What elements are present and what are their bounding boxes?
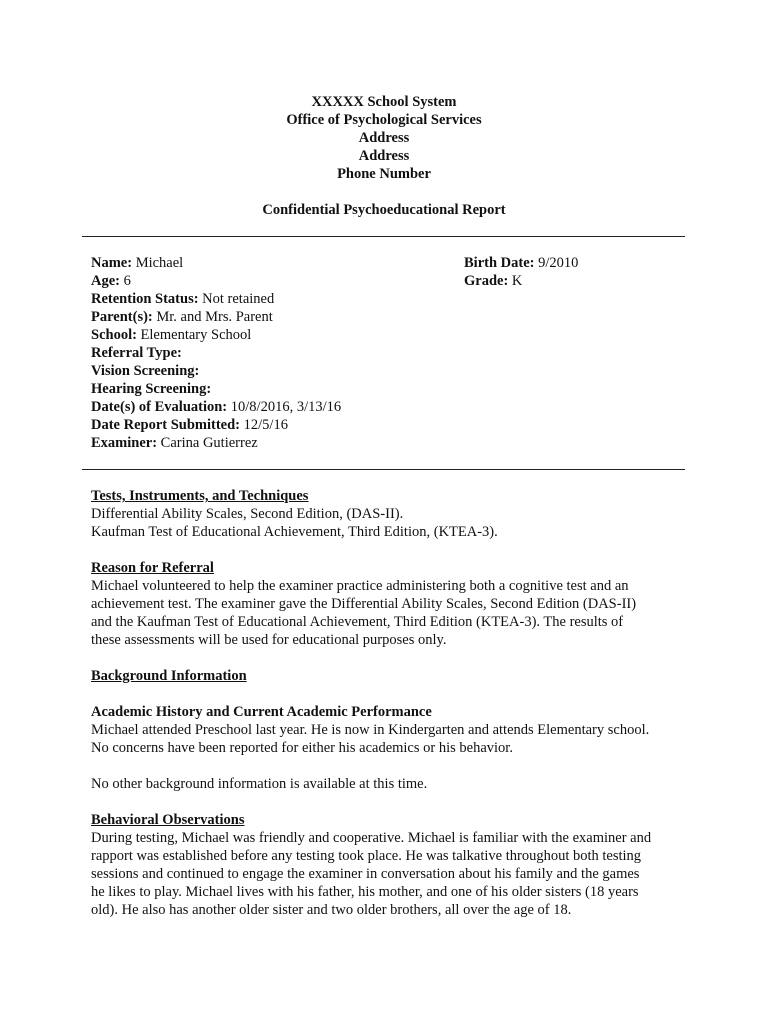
phone-number: Phone Number	[337, 166, 431, 182]
vision-screening-field: Vision Screening:	[91, 363, 200, 379]
observations-line: sessions and continued to engage the examiner in conversation about his family and the games	[91, 866, 640, 882]
observations-line: old). He also has another older sister and two older brothers, all over the age of 18.	[91, 902, 572, 918]
referral-line: these assessments will be used for educational purposes only.	[91, 632, 447, 648]
grade-field: Grade: K	[464, 273, 523, 289]
name-field: Name: Michael	[91, 255, 184, 271]
background-heading: Background Information	[91, 668, 247, 684]
parents-field: Parent(s): Mr. and Mrs. Parent	[91, 309, 273, 325]
referral-line: and the Kaufman Test of Educational Achievement, Third Edition (KTEA-3). The results of	[91, 614, 624, 630]
address-line-2: Address	[358, 148, 410, 164]
referral-type-field: Referral Type:	[91, 345, 182, 361]
top-divider	[82, 236, 685, 237]
hearing-screening-field: Hearing Screening:	[91, 381, 212, 397]
age-field: Age: 6	[91, 273, 131, 289]
academic-history-subheading: Academic History and Current Academic Performance	[91, 704, 432, 720]
observations-line: rapport was established before any testing took place. He was talkative throughout both testing	[91, 848, 642, 864]
report-header	[0, 93, 768, 219]
academic-history-line: Michael attended Preschool last year. He is now in Kindergarten and attends Elementary school.	[91, 722, 650, 738]
retention-status-field: Retention Status: Not retained	[91, 291, 275, 307]
report-title: Confidential Psychoeducational Report	[262, 202, 506, 218]
school-field: School: Elementary School	[91, 327, 252, 343]
evaluation-dates-field: Date(s) of Evaluation: 10/8/2016, 3/13/16	[91, 399, 342, 415]
bottom-divider	[82, 469, 685, 470]
observations-line: he likes to play. Michael lives with his father, his mother, and one of his older sisters (18 years	[91, 884, 639, 900]
tests-heading: Tests, Instruments, and Techniques	[91, 488, 309, 504]
referral-heading: Reason for Referral	[91, 560, 214, 576]
office-name: Office of Psychological Services	[286, 112, 482, 128]
test-item-das: Differential Ability Scales, Second Edition, (DAS-II).	[91, 506, 404, 522]
test-item-ktea: Kaufman Test of Educational Achievement, Third Edition, (KTEA-3).	[91, 524, 498, 540]
observations-line: During testing, Michael was friendly and cooperative. Michael is familiar with the examiner and	[91, 830, 652, 846]
student-info-left	[91, 254, 341, 452]
academic-history-line: No concerns have been reported for either his academics or his behavior.	[91, 740, 513, 756]
examiner-field: Examiner: Carina Gutierrez	[91, 435, 258, 451]
school-system-name: XXXXX School System	[311, 94, 457, 110]
referral-line: Michael volunteered to help the examiner practice administering both a cognitive test and an	[91, 578, 629, 594]
address-line-1: Address	[358, 130, 410, 146]
report-body	[91, 487, 691, 919]
referral-line: achievement test. The examiner gave the Differential Ability Scales, Second Edition (DAS-II)	[91, 596, 637, 612]
other-background-note: No other background information is available at this time.	[91, 776, 428, 792]
report-submitted-field: Date Report Submitted: 12/5/16	[91, 417, 288, 433]
observations-heading: Behavioral Observations	[91, 812, 245, 828]
student-info-right	[464, 254, 578, 290]
birth-date-field: Birth Date: 9/2010	[464, 255, 579, 271]
